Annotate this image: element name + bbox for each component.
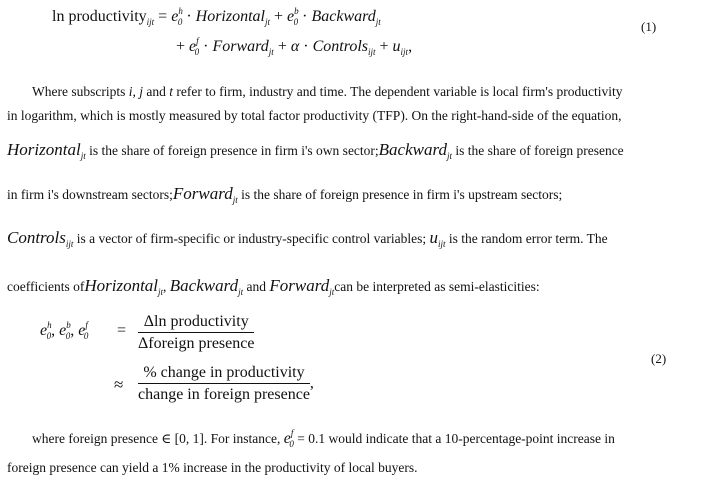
para2-line-2: foreign presence can yield a 1% increase in the productivity of local buyers. bbox=[7, 460, 418, 475]
equation-2-lhs: $e^h_0$, $e^b_0$, $e^f_0$ bbox=[40, 320, 89, 341]
fraction-2-numerator: % change in productivity bbox=[138, 364, 310, 384]
para1-line-2: in logarithm, which is mostly measured by total factor productivity (TFP). On the right-hand-side of the equation, bbox=[7, 108, 622, 123]
para1-line-4: in firm i's downstream sectors;Forward$_{jt}$ is the share of foreign presence in firm i's upstream sectors; bbox=[7, 184, 563, 205]
fraction-2-denominator: change in foreign presence bbox=[138, 386, 310, 403]
para1-line-3: Horizontal$_{jt}$ is the share of foreign presence in firm i's own sector;Backward$_{jt}$ is the share of foreign presence bbox=[7, 140, 624, 161]
equation-1-line-2: + $e^f_0$ · Forward$_{jt}$ + α · Controls$_{ijt}$ + $u_{ijt}$, bbox=[176, 36, 413, 57]
equation-2-number: (2) bbox=[651, 351, 667, 366]
para1-line-1: Where subscripts i, j and t refer to firm, industry and time. The dependent variable is local firm's productivity bbox=[32, 84, 623, 99]
equation-1-line-1: ln productivity$_{ijt}$ = $e^h_0$ · Horizontal$_{jt}$ + $e^b_0$ · Backward$_{jt}$ bbox=[52, 6, 381, 27]
eq1-lhs: ln productivity$_{ijt}$ bbox=[52, 8, 155, 27]
fraction-1-numerator: Δln productivity bbox=[138, 313, 254, 333]
para1-line-6: coefficients ofHorizontal$_{jt}$, Backward$_{jt}$ and Forward$_{jt}$can be interpreted as semi-elasticities: bbox=[7, 276, 540, 297]
equation-2-fraction-1 bbox=[138, 313, 254, 353]
equation-2-fraction-2: $\frac{\text{\% change in productivity}}{\text{change in foreign presence}}$ , bbox=[138, 364, 314, 403]
para2-line-1: where foreign presence ∈ [0, 1]. For instance, $e^f_0 = 0.1$ would indicate that a 10-percentage-point increase in bbox=[32, 428, 615, 449]
approx-symbol: ≈ bbox=[114, 375, 124, 394]
para1-line-5: Controls$_{ijt}$ is a vector of firm-specific or industry-specific control variables; $u_{ijt}$ is the random error term. The bbox=[7, 228, 608, 249]
fraction-1-denominator: Δforeign presence bbox=[138, 335, 255, 352]
equation-1-number: (1) bbox=[641, 19, 657, 34]
equation-2-equals: = bbox=[117, 322, 127, 339]
